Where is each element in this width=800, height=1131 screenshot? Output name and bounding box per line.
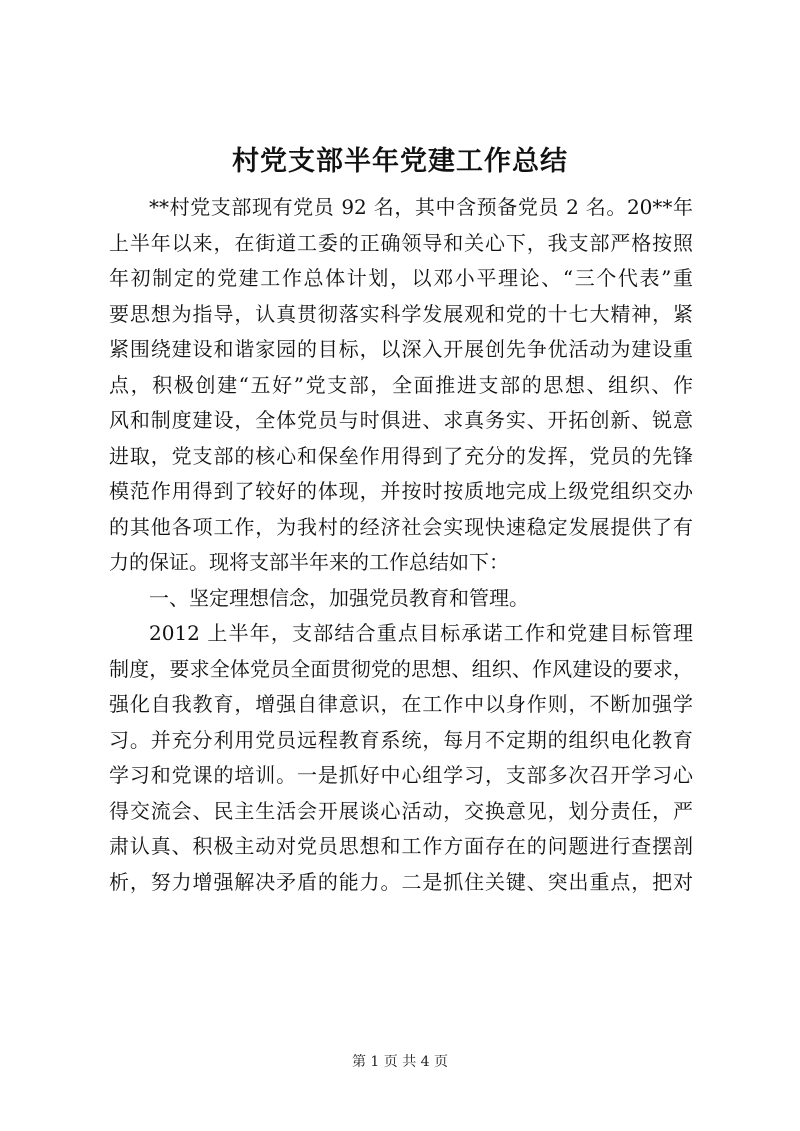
page-footer: 第 1 页 共 4 页 <box>351 1054 449 1070</box>
body-line: 制度，要求全体党员全面贯彻党的思想、组织、作风建设的要求， <box>109 656 693 681</box>
body-line: 学习和党课的培训。一是抓好中心组学习，支部多次召开学习心 <box>109 763 693 787</box>
body-line: 年初制定的党建工作总体计划，以邓小平理论、“三个代表”重 <box>109 266 693 290</box>
body-line: 点，积极创建“五好”党支部，全面推进支部的思想、组织、作 <box>109 372 693 397</box>
body-line: 析，努力增强解决矛盾的能力。二是抓住关键、突出重点，把对 <box>109 869 693 894</box>
body-line: 肃认真、积极主动对党员思想和工作方面存在的问题进行查摆剖 <box>109 834 693 858</box>
body-line: 得交流会、民主生活会开展谈心活动，交换意见，划分责任，严 <box>109 798 693 823</box>
body-line: 要思想为指导，认真贯彻落实科学发展观和党的十七大精神，紧 <box>109 301 693 326</box>
body-line: 强化自我教育，增强自律意识，在工作中以身作则，不断加强学 <box>109 692 693 716</box>
body-line: 力的保证。现将支部半年来的工作总结如下： <box>109 550 509 574</box>
document-title: 村党支部半年党建工作总结 <box>232 146 568 177</box>
body-line: 模范作用得到了较好的体现，并按时按质地完成上级党组织交办 <box>109 479 693 503</box>
body-line: 进取，党支部的核心和保垒作用得到了充分的发挥，党员的先锋 <box>109 443 693 468</box>
body-line: 风和制度建设，全体党员与时俱进、求真务实、开拓创新、锐意 <box>109 408 693 432</box>
body-line: 2012 上半年，支部结合重点目标承诺工作和党建目标管理 <box>149 621 693 645</box>
body-line: 的其他各项工作，为我村的经济社会实现快速稳定发展提供了有 <box>109 514 693 539</box>
body-line: 上半年以来，在街道工委的正确领导和关心下，我支部严格按照 <box>109 230 693 255</box>
body-line: 习。并充分利用党员远程教育系统，每月不定期的组织电化教育 <box>109 727 693 752</box>
body-line: **村党支部现有党员 92 名，其中含预备党员 2 名。20**年 <box>149 195 693 219</box>
document-body <box>109 190 693 900</box>
section-heading: 一、坚定理想信念，加强党员教育和管理。 <box>149 585 529 610</box>
body-line: 紧围绕建设和谐家园的目标，以深入开展创先争优活动为建设重 <box>109 337 693 361</box>
